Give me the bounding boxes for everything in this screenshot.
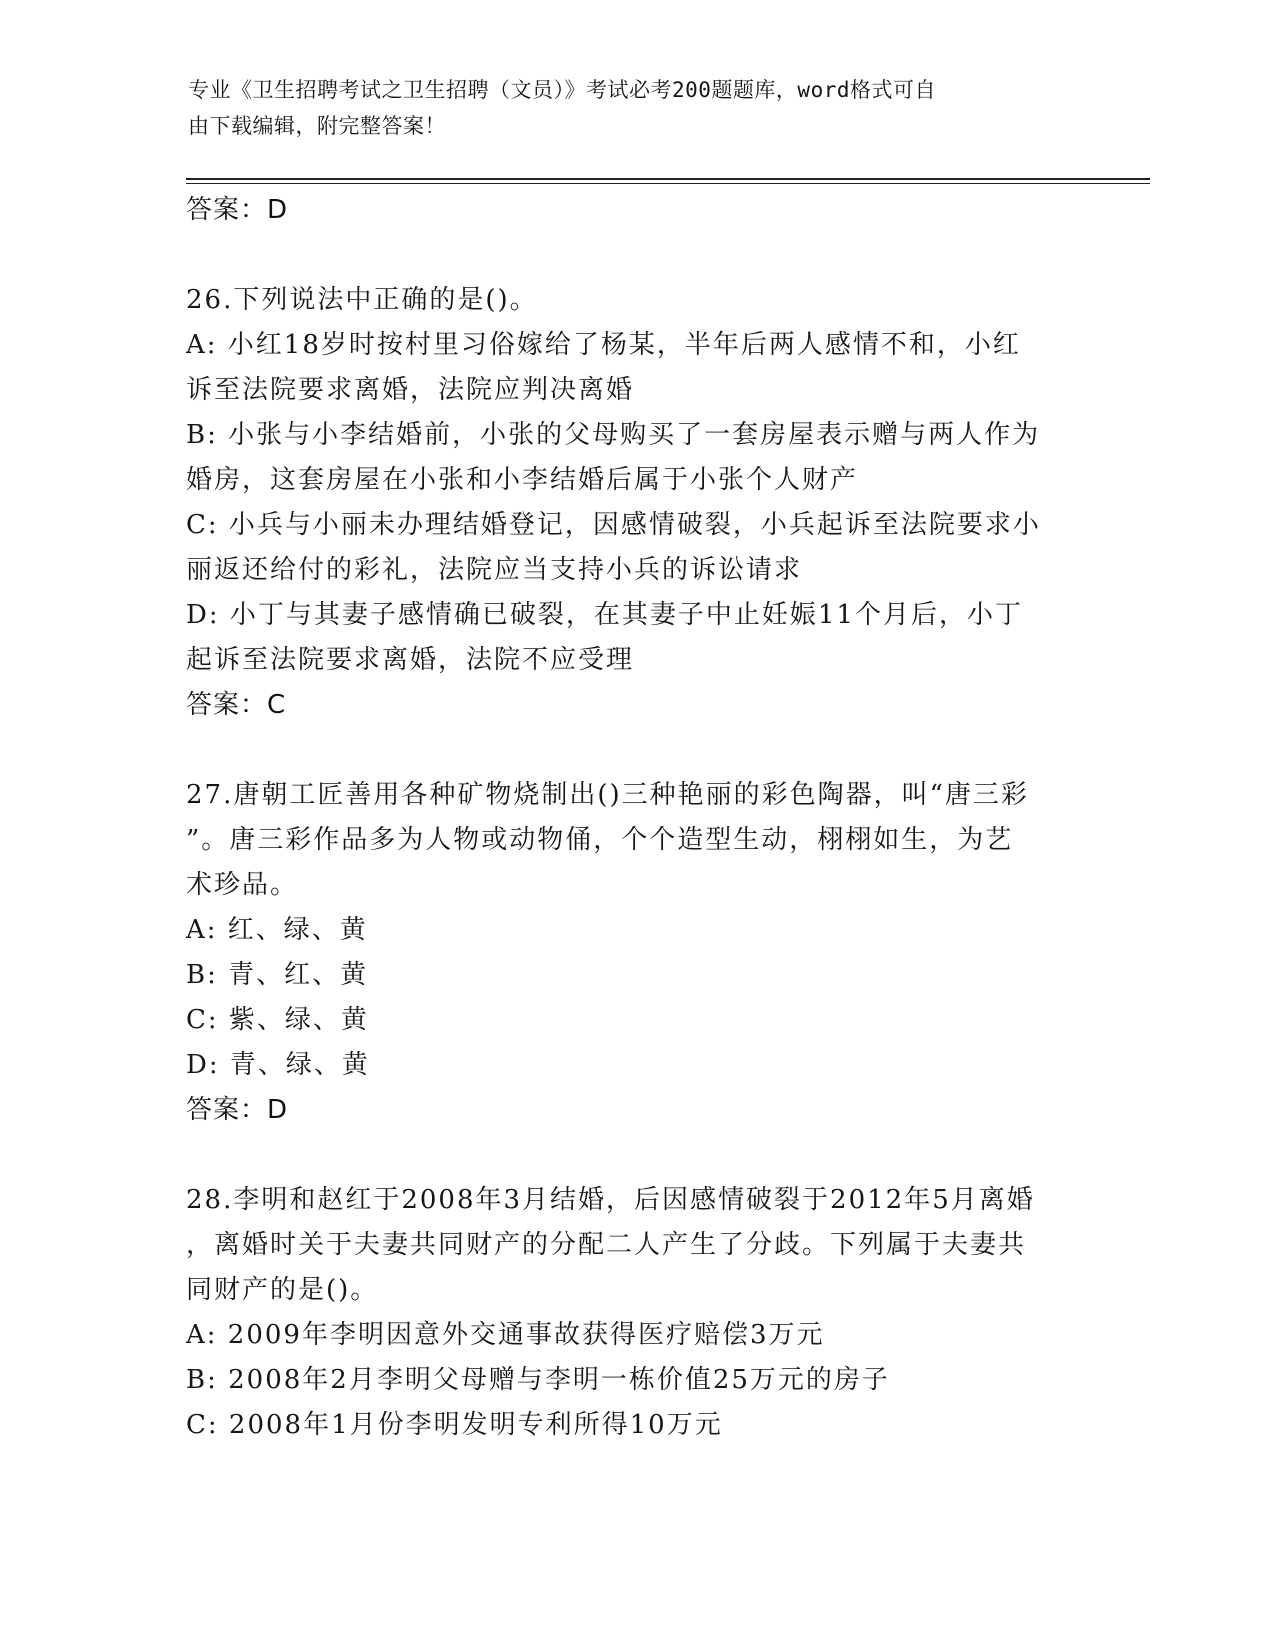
option-d-line-1: D: 小丁与其妻子感情确已破裂，在其妻子中止妊娠11个月后，小丁 [186, 600, 1023, 630]
option-d: D: 青、绿、黄 [186, 1050, 370, 1080]
question-stem: 26.下列说法中正确的是()。 [186, 285, 538, 315]
question-content [186, 188, 1076, 1448]
header-line-2: 由下载编辑，附完整答案！ [188, 114, 446, 138]
answer-q26: 答案：C [186, 690, 287, 720]
question-28 [186, 1178, 1076, 1448]
option-c-line-1: C: 小兵与小丽未办理结婚登记，因感情破裂，小兵起诉至法院要求小 [186, 510, 1041, 540]
option-c: C: 紫、绿、黄 [186, 1005, 369, 1035]
question-stem-line-1: 28.李明和赵红于2008年3月结婚，后因感情破裂于2012年5月离婚 [186, 1185, 1035, 1215]
question-stem-line-2: ”。唐三彩作品多为人物或动物俑，个个造型生动，栩栩如生，为艺 [186, 825, 1014, 855]
spacer [186, 728, 1076, 773]
option-c-line-2: 丽返还给付的彩礼，法院应当支持小兵的诉讼请求 [186, 555, 803, 585]
option-b: B: 2008年2月李明父母赠与李明一栋价值25万元的房子 [186, 1365, 890, 1395]
answer-q27: 答案：D [186, 1095, 289, 1125]
option-b: B: 青、红、黄 [186, 960, 369, 990]
question-stem-line-3: 同财产的是()。 [186, 1275, 379, 1305]
header-divider-thin [186, 183, 1150, 184]
answer-q25: 答案：D [186, 195, 289, 225]
page-header [188, 72, 1068, 144]
question-26 [186, 278, 1076, 728]
spacer [186, 1133, 1076, 1178]
option-a: A: 红、绿、黄 [186, 915, 368, 945]
option-c: C: 2008年1月份李明发明专利所得10万元 [186, 1410, 723, 1440]
question-stem-line-1: 27.唐朝工匠善用各种矿物烧制出()三种艳丽的彩色陶器，叫“唐三彩 [186, 780, 1029, 810]
question-27 [186, 773, 1076, 1133]
spacer [186, 233, 1076, 278]
option-a-line-1: A: 小红18岁时按村里习俗嫁给了杨某，半年后两人感情不和，小红 [186, 330, 1021, 360]
option-b-line-2: 婚房，这套房屋在小张和小李结婚后属于小张个人财产 [186, 465, 859, 495]
option-d-line-2: 起诉至法院要求离婚，法院不应受理 [186, 645, 635, 675]
option-b-line-1: B: 小张与小李结婚前，小张的父母购买了一套房屋表示赠与两人作为 [186, 420, 1041, 450]
option-a: A: 2009年李明因意外交通事故获得医疗赔偿3万元 [186, 1320, 825, 1350]
question-stem-line-2: ，离婚时关于夫妻共同财产的分配二人产生了分歧。下列属于夫妻共 [186, 1230, 1027, 1260]
header-divider-thick [186, 178, 1150, 180]
header-line-1: 专业《卫生招聘考试之卫生招聘（文员）》考试必考200题题库，word格式可自 [188, 78, 936, 102]
question-stem-line-3: 术珍品。 [186, 870, 299, 900]
option-a-line-2: 诉至法院要求离婚，法院应判决离婚 [186, 375, 635, 405]
